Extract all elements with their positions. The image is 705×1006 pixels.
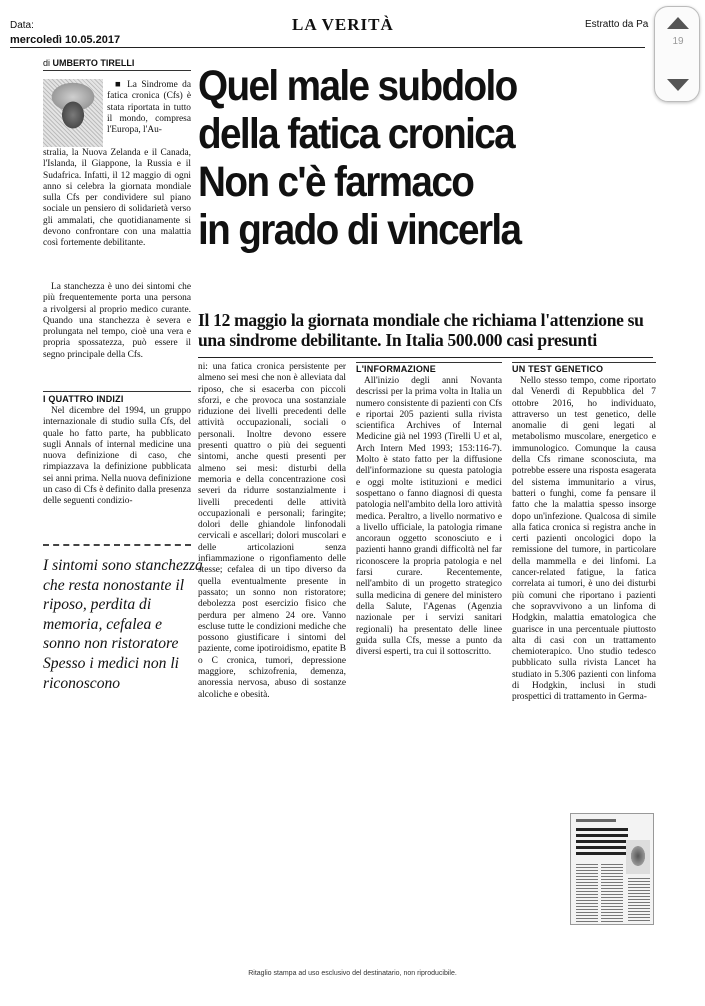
- intro-b: stralia, la Nuova Zelanda e il Canada, l'Islanda, il Giappone, la Russia e il Sudafrica. Infatti, il 12 maggio di ogni anno si celebra la giornata mondiale sulla Cfs per condividere sul piano sociale un pensiero di solidarietà verso gli ammalati, che quotidianamente si devono confrontare con una malattia così fortemente debilitante.: [43, 148, 191, 249]
- date-label: Data:: [10, 20, 34, 31]
- section-divider: [512, 362, 656, 363]
- page-number: 19: [672, 36, 684, 47]
- byline-prefix: di: [43, 58, 51, 68]
- subheadline: Il 12 maggio la giornata mondiale che richiama l'attenzione su una sindrome debilitante. In Italia 500.000 casi presunti: [198, 310, 644, 350]
- section-divider: [356, 362, 502, 363]
- date-block: [10, 19, 120, 47]
- p3: Nel dicembre del 1994, un gruppo internazionale di studio sulla Cfs, del quale ho fatto parte, ha pubblicato sugli Annals of internal medicine una nuova definizione di caso, che rimpiazzava la definizione pubblicata sei anni prima. Nella nuova definizione un caso di Cfs è definito dalla presenza delle seguenti condizio-: [43, 406, 191, 507]
- column-3: [356, 376, 502, 658]
- col2-text: ni: una fatica cronica persistente per almeno sei mesi che non è alleviata dal riposo, che si esacerba con piccoli sforzi, e che provoca una sostanziale riduzione dei livelli precedenti delle attività occupazionali, sociali o personali. Inoltre devono essere presenti quattro o più dei seguenti sintomi, anche questi presenti per almeno sei mesi: disturbi della memoria e della concentrazione così severi da ridurre sostanzialmente i livelli precedenti delle attività occupazionali e personali; faringite; dolori delle ghiandole linfonodali cervicali e ascellari; dolori muscolari e delle articolazioni senza infiammazione o rigonfiamento delle stesse; cefalea di un tipo diverso da quella eventualmente presente in passato; un sonno non ristoratore; debolezza post esercizio fisico che perdura per almeno 24 ore. Vanno escluse tutte le condizioni mediche che possono giustificare i sintomi del paziente, come ipotiroidismo, epatite B o C cronica, tumori, depressione maggiore, schizofrenia, demenza, anoressia nervosa, abuso di sostanze alcoliche e obesità.: [198, 362, 346, 700]
- header-divider: [10, 47, 645, 48]
- headline-line: Quel male subdolo: [198, 62, 517, 110]
- intro-text-a: ■ La Sindrome da fatica cronica (Cfs) è stata riportata in tutto il mondo, compresa l'Europa, l'Au-: [107, 80, 191, 136]
- column-2: [198, 362, 346, 701]
- paragraph-2: [43, 282, 191, 361]
- p2: La stanchezza è uno dei sintomi che più frequentemente porta una persona a rivolgersi al proprio medico curante. Quando una stanchezza è severa e prolungata nel tempo, cioè una vera e propria spossatezza, può essere il segno principale della Cfs.: [43, 282, 191, 360]
- intro-text-b: [43, 148, 191, 250]
- column-4: [512, 376, 656, 704]
- page-scroll-control[interactable]: [654, 6, 700, 102]
- col4-text: Nello stesso tempo, come riportato dal Venerdì di Repubblica del 7 ottobre 2016, ho individuato, attraverso un test genetico, delle anomalie di geni legati al metabolismo muscolare, energetico e immunologico. Comunque la causa della Cfs rimane sconosciuta, ma potrebbe essere una risposta esagerata del sistema immunitario a virus, batteri o funghi, come fa pensare il fatto che la malattia spesso insorge dopo un'infezione. Qualcosa di simile alla fatica cronica si registra anche in certi pazienti oncologici dopo la remissione del tumore, in particolare della mammella e dei linfomi. La cancer-related fatigue, la fatica correlata ai tumori, è uno dei disturbi più comuni che riportano i pazienti che sopravvivono a un linfoma di Hodgkin, malattia ematologica che guarisce in una percentuale piuttosto alta di casi con un trattamento chemioterapico. Uno studio tedesco pubblicato sulla rivista Lancet ha studiato in 5.306 pazienti con linfoma di Hodgkin, inclusi in studi prospettici di trattamento in Germa-: [512, 376, 656, 703]
- section-heading-indizi: I QUATTRO INDIZI: [43, 394, 124, 404]
- subhead-divider: [198, 357, 653, 358]
- headline-line: Non c'è farmaco: [198, 158, 474, 206]
- chevron-down-icon[interactable]: [667, 79, 689, 91]
- paragraph-3: [43, 406, 191, 508]
- headline-line: della fatica cronica: [198, 110, 515, 158]
- pullquote-divider: [43, 544, 191, 546]
- date-value: mercoledì 10.05.2017: [10, 34, 121, 46]
- extract-label: Estratto da Pa: [585, 19, 649, 30]
- intro-a: La Sindrome da fatica cronica (Cfs) è stata riportata in tutto il mondo, compresa l'Europa, l'Au-: [107, 80, 191, 136]
- headline: [198, 62, 608, 254]
- newspaper-masthead: LA VERITÀ: [292, 15, 394, 34]
- pull-quote: I sintomi sono stanchezza che resta nonostante il riposo, perdita di memoria, cefalea e sonno non ristoratore Spesso i medici non li riconoscono: [43, 557, 203, 692]
- footer-disclaimer: Ritaglio stampa ad uso esclusivo del destinatario, non riproducibile.: [248, 970, 457, 977]
- page-thumbnail: [570, 813, 654, 925]
- author-photo: [43, 79, 103, 147]
- col3-text: All'inizio degli anni Novanta descrissi per la prima volta in Italia un numero consistente di pazienti con Cfs e riportai 205 pazienti sulla rivista scientifica Archives of Internal Medicine già nel 1993 (Tirelli U et al, Arch Intern Med 1993; 153:116-7). Molto è stato fatto per la diffusione dell'informazione su questa patologia e oggi molte istituzioni e medici sospettano o fanno diagnosi di questa patologia nell'ambito della loro attività medica. Peraltro, a livello normativo e a livello ufficiale, la patologia rimane ancoraun oggetto sconosciuto e i pazienti hanno grandi difficoltà nel far riconoscere la propria patologia e nel farsi curare. Recentemente, nell'ambito di un progetto strategico sulla medicina di genere del ministero della Salute, l'Agenas (Agenzia nazionale per i servizi sanitari regionali) ha presentato delle linee guida sulla Cfs, messe a punto da diversi esperti, tra cui il sottoscritto.: [356, 376, 502, 658]
- section-heading-informazione: L'INFORMAZIONE: [356, 364, 436, 374]
- byline: [43, 58, 134, 68]
- headline-line: in grado di vincerla: [198, 206, 521, 254]
- section-heading-test-genetico: UN TEST GENETICO: [512, 364, 604, 374]
- chevron-up-icon[interactable]: [667, 17, 689, 29]
- section-divider: [43, 391, 191, 392]
- author-name: UMBERTO TIRELLI: [52, 58, 135, 68]
- byline-divider: [43, 70, 191, 71]
